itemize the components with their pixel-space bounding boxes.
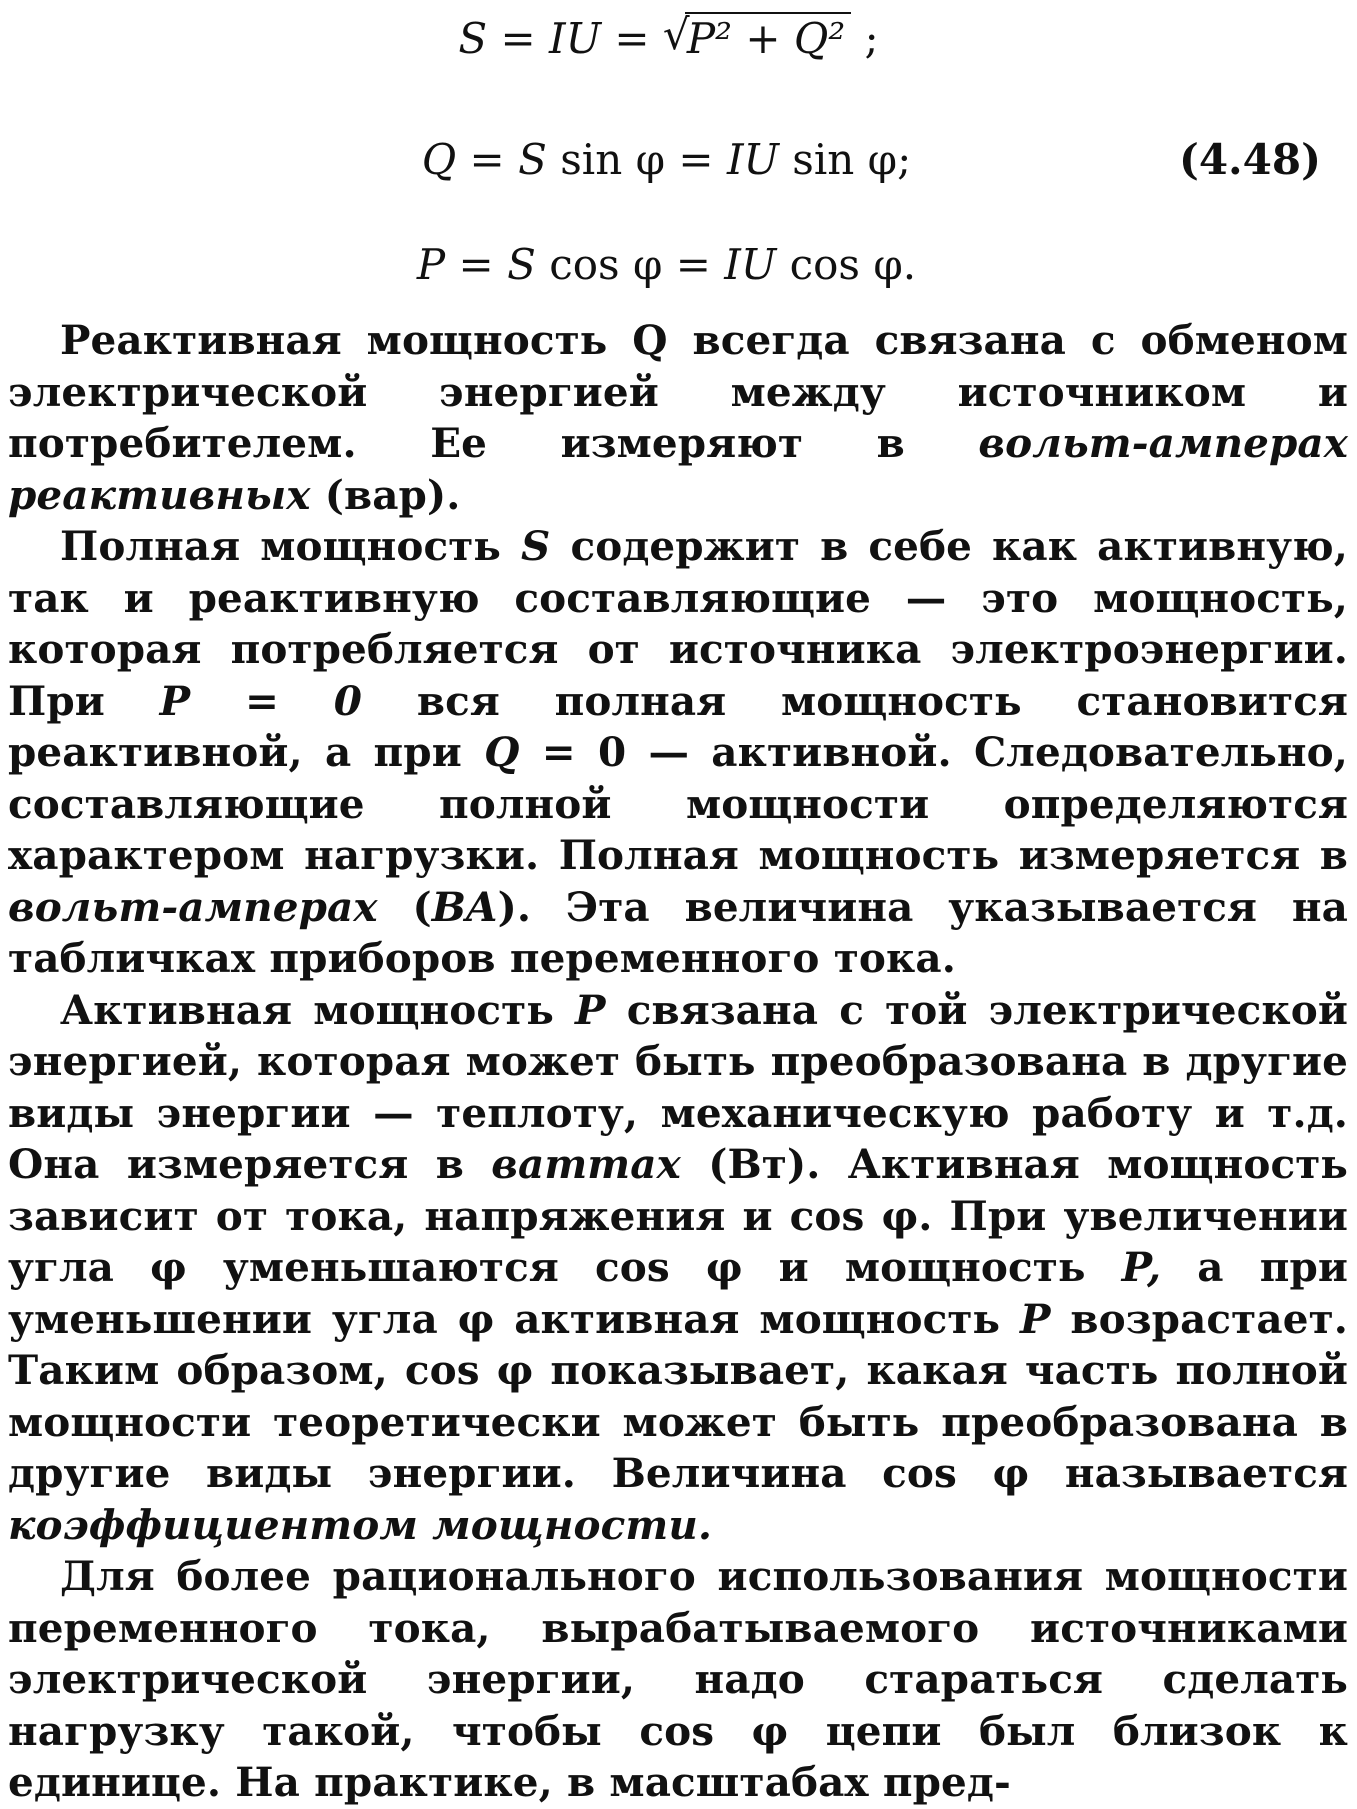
italic-term: S [521,522,551,570]
formula-punctuation: ; [851,14,879,63]
italic-term: вольт-амперах реактивных [8,419,1348,519]
formula-active-power [0,240,1345,290]
formula-operator: = [456,135,519,184]
italic-term: коэффициентом мощности. [8,1500,713,1549]
text-run: возрастает. Таким образом, cos φ показывает, какая часть полной мощности теоретически может быть преобразована в другие виды энергии. Величина cos φ называется [8,1294,1348,1497]
paragraph-active-power [8,985,1348,1552]
text-run: вся полная мощность становится реактивной, а при [8,676,1348,776]
formula-text: cos φ = [535,240,725,289]
equation-number: (4.48) [1178,135,1321,184]
text-run: содержит в себе как активную, так и реактивную составляющие — это мощность, которая потребляется от источника электроэнергии. При [8,522,1348,725]
formula-apparent-power [0,10,1347,64]
paragraph-power-factor-usage [8,1551,1348,1809]
italic-term: P, [1121,1243,1162,1291]
text-run: (Вт). Активная мощность зависит от тока, напряжения и cos φ. При увеличении угла φ уменьшаются cos φ и мощность [8,1140,1348,1291]
radical-sign-icon: √ [662,10,690,59]
formula-text: sin φ; [778,135,912,184]
text-run: ). Эта величина указывается на табличках приборов переменного тока. [8,882,1348,982]
italic-term: BA [431,882,498,931]
text-run: ( [377,882,432,931]
paragraph-reactive-power [8,315,1348,521]
text-run: Реактивная мощность Q всегда связана с обменом электрической энергией между источником и потребителем. Ее измеряют в [8,316,1348,467]
formula-symbol: S [507,240,536,289]
paragraph-apparent-power [8,521,1348,985]
formula-symbol: IU [724,240,777,289]
italic-term: вольт-амперах [8,882,378,931]
formula-operator: = [445,240,508,289]
formula-symbol: S [458,14,488,63]
italic-term: Q [484,728,520,776]
text-run: = 0 — активной. Следовательно, составляющие полной мощности определяются характером нагрузки. Полная мощность измеряется в [8,728,1348,879]
body-text [8,315,1348,1809]
formula-text: cos φ. [776,240,917,289]
text-run: Полная мощность [60,522,522,570]
formula-reactive-power [0,135,1345,185]
square-root [662,10,851,64]
formula-operator: = [601,14,663,63]
italic-term: P = 0 [159,676,363,725]
text-run: Активная мощность [60,985,576,1034]
formula-symbol: P [416,240,446,289]
italic-term: P [1019,1294,1051,1343]
formula-symbol: S [518,135,547,184]
italic-term: P [575,985,606,1034]
formula-operator: = [487,14,549,63]
italic-term: ваттах [491,1140,681,1188]
formula-symbol: IU [549,14,601,63]
formula-symbol: IU [726,135,779,184]
text-run: (вар). [310,470,461,519]
formula-text: sin φ = [546,135,727,184]
text-run: связана с той электрической энергией, которая может быть преобразована в другие виды энергии — теплоту, механическую работу и т.д. Она измеряется в [8,985,1348,1188]
radicand: P² + Q² [685,12,851,63]
text-run: а при уменьшении угла φ активная мощность [8,1243,1348,1343]
text-run: Для более рационального использования мощности переменного тока, вырабатываемого источниками электрической энергии, надо стараться сделать нагрузку такой, чтобы cos φ цепи был близок к единице. На практике, в масштабах пред- [8,1552,1348,1806]
formula-symbol: Q [421,135,457,184]
